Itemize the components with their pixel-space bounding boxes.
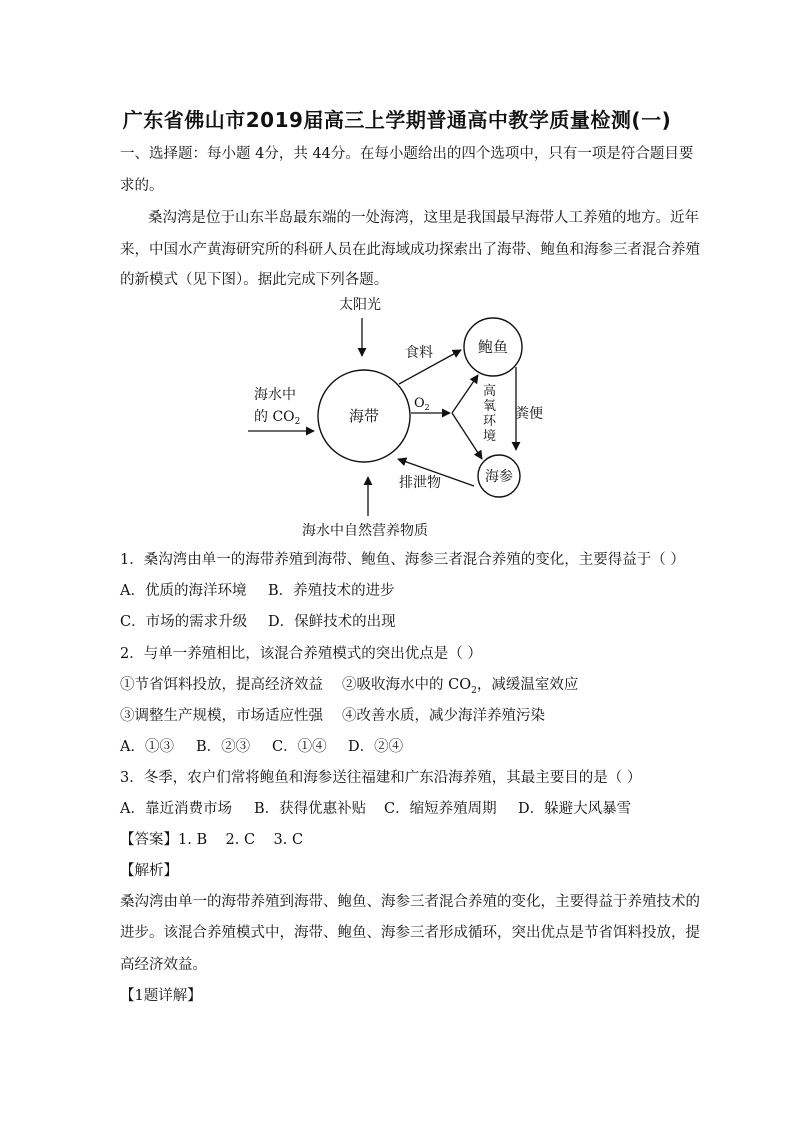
aquaculture-cycle-diagram xyxy=(0,290,794,545)
q2-statement-3: ③调整生产规模，市场适应性强 xyxy=(120,708,323,724)
q2-statement-2: ②吸收海水中的 $CO_2$，减缓温室效应 xyxy=(342,677,579,696)
q1-options-row-2 xyxy=(120,612,396,632)
analysis-line-3: 高经济效益。 xyxy=(120,957,207,973)
page-title: 广东省佛山市2019届高三上学期普通高中教学质量检测(一) xyxy=(122,108,672,132)
q1-stem: 1．桑沟湾由单一的海带养殖到海带、鲍鱼、海参三者混合养殖的变化，主要得益于（ ） xyxy=(120,552,685,568)
q2-statements-row-2 xyxy=(120,706,545,726)
q2-option-d: D．②④ xyxy=(348,739,404,755)
q2-statement-4: ④改善水质，减少海洋养殖污染 xyxy=(342,708,545,724)
passage-line-1: 桑沟湾是位于山东半岛最东端的一处海湾，这里是我国最早海带人工养殖的地方。近年 xyxy=(148,210,699,226)
q3-options-row xyxy=(120,799,631,819)
section-instruction-line-1: 一、选择题：每小题 4分，共 44分。在每小题给出的四个选项中，只有一项是符合题目要 xyxy=(120,146,694,162)
passage-line-3: 的新模式（见下图）。据此完成下列各题。 xyxy=(120,272,389,288)
analysis-line-1: 桑沟湾由单一的海带养殖到海带、鲍鱼、海参三者混合养殖的变化，主要得益于养殖技术的 xyxy=(120,894,700,910)
co2-label-line-1: 海水中 xyxy=(254,387,296,403)
high-oxygen-arrow-to-sea-cucumber xyxy=(452,413,482,459)
section-instruction-line-2: 求的。 xyxy=(120,178,164,194)
q3-option-c: C．缩短养殖周期 xyxy=(384,801,497,817)
high-oxygen-label-char-2: 氧 xyxy=(483,399,497,414)
o2-label: $O_2$ xyxy=(414,396,430,412)
nutrients-label: 海水中自然营养物质 xyxy=(302,523,428,539)
analysis-heading: 【解析】 xyxy=(120,863,178,879)
q1-option-c: C．市场的需求升级 xyxy=(120,614,248,630)
sunlight-label: 太阳光 xyxy=(339,297,381,313)
q1-options-row-1 xyxy=(120,581,395,601)
analysis-line-2: 进步。该混合养殖模式中，海带、鲍鱼、海参三者形成循环，突出优点是节省饵料投放，提 xyxy=(120,925,700,941)
abalone-label: 鲍鱼 xyxy=(477,338,509,356)
q3-stem: 3．冬季，农户们常将鲍鱼和海参送往福建和广东沿海养殖，其最主要目的是（ ） xyxy=(120,770,642,786)
q2-statement-1: ①节省饵料投放，提高经济效益 xyxy=(120,677,323,693)
q1-option-a: A．优质的海洋环境 xyxy=(120,583,247,599)
detail-heading: 【1题详解】 xyxy=(120,988,202,1004)
excreta-label: 排泄物 xyxy=(399,475,441,491)
high-oxygen-arrow-to-abalone xyxy=(452,375,478,413)
high-oxygen-label-char-3: 环 xyxy=(483,414,497,429)
feed-label: 食料 xyxy=(405,345,433,361)
q3-option-a: A．靠近消费市场 xyxy=(120,801,232,817)
q2-option-a: A．①③ xyxy=(120,739,174,755)
q2-stem: 2．与单一养殖相比，该混合养殖模式的突出优点是（ ） xyxy=(120,646,482,662)
q2-options-row xyxy=(120,737,403,757)
high-oxygen-label-char-4: 境 xyxy=(483,429,497,444)
q2-option-b: B．②③ xyxy=(196,739,251,755)
q3-option-d: D．躲避大风暴雪 xyxy=(518,801,632,817)
sea-cucumber-label: 海参 xyxy=(485,469,513,485)
q2-option-c: C．①④ xyxy=(272,739,327,755)
co2-label-line-2: 的 $CO_2$ xyxy=(254,409,301,427)
high-oxygen-label-char-1: 高 xyxy=(483,384,497,399)
q1-option-b: B．养殖技术的进步 xyxy=(268,583,395,599)
passage-line-2: 来，中国水产黄海研究所的科研人员在此海域成功探索出了海带、鲍鱼和海参三者混合养殖 xyxy=(120,242,700,258)
kelp-label: 海带 xyxy=(348,407,380,425)
feces-label: 粪便 xyxy=(515,406,543,422)
q2-statements-row-1 xyxy=(120,675,578,701)
q1-option-d: D．保鲜技术的出现 xyxy=(268,614,396,630)
q3-option-b: B．获得优惠补贴 xyxy=(254,801,367,817)
answer-line: 【答案】1. B 2. C 3. C xyxy=(120,832,304,848)
